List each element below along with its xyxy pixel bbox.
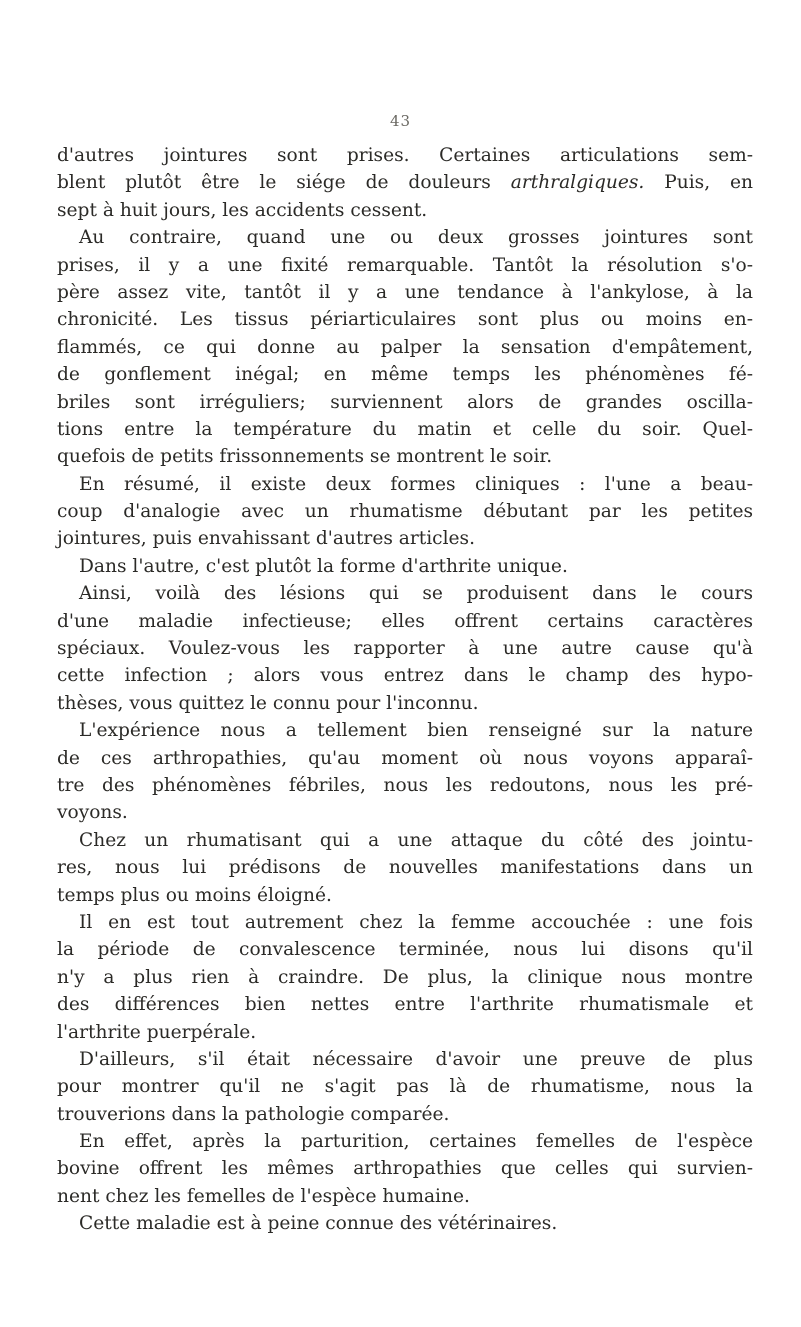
text-line: briles sont irréguliers; surviennent alors de grandes oscilla- <box>57 391 753 413</box>
text-line: Chez un rhumatisant qui a une attaque du côté des jointu- <box>79 829 753 851</box>
text-line: quefois de petits frissonnements se montrent le soir. <box>57 446 553 468</box>
text-line <box>57 169 753 196</box>
text-line: père assez vite, tantôt il y a une tendance à l'ankylose, à la <box>57 281 753 303</box>
text-segment: blent plutôt être le siége de douleurs <box>57 172 511 194</box>
text-segment: Puis, en <box>644 172 754 194</box>
text-line: prises, il y a une fixité remarquable. Tantôt la résolution s'o- <box>57 254 753 276</box>
text-line: de gonflement inégal; en même temps les phénomènes fé- <box>57 364 753 386</box>
italic-term: arthralgiques. <box>510 172 645 194</box>
text-line: des différences bien nettes entre l'arthrite rhumatismale et <box>57 994 753 1016</box>
text-line: l'arthrite puerpérale. <box>57 1021 257 1043</box>
text-line: d'une maladie infectieuse; elles offrent certains caractères <box>57 610 753 632</box>
text-line: tre des phénomènes fébriles, nous les redoutons, nous les pré- <box>57 774 753 796</box>
text-line: sept à huit jours, les accidents cessent. <box>57 199 428 221</box>
text-line: Au contraire, quand une ou deux grosses jointures sont <box>79 227 753 249</box>
text-line: L'expérience nous a tellement bien renseigné sur la nature <box>79 720 753 742</box>
body-text <box>57 142 753 1238</box>
text-line: nent chez les femelles de l'espèce humaine. <box>57 1185 470 1207</box>
text-line: la période de convalescence terminée, nous lui disons qu'il <box>57 939 753 961</box>
text-line: thèses, vous quittez le connu pour l'inconnu. <box>57 692 479 714</box>
text-line: trouverions dans la pathologie comparée. <box>57 1103 450 1125</box>
text-line: jointures, puis envahissant d'autres articles. <box>57 528 475 550</box>
text-line: Il en est tout autrement chez la femme accouchée : une fois <box>79 911 753 933</box>
text-line: temps plus ou moins éloigné. <box>57 884 332 906</box>
text-line: chronicité. Les tissus périarticulaires sont plus ou moins en- <box>57 309 753 331</box>
text-line: pour montrer qu'il ne s'agit pas là de rhumatisme, nous la <box>57 1076 753 1098</box>
text-line: Cette maladie est à peine connue des vétérinaires. <box>79 1213 558 1235</box>
text-line: flammés, ce qui donne au palper la sensation d'empâtement, <box>57 336 753 358</box>
text-line: En effet, après la parturition, certaines femelles de l'espèce <box>79 1131 753 1153</box>
page-number: 43 <box>389 112 412 130</box>
text-line: res, nous lui prédisons de nouvelles manifestations dans un <box>57 857 753 879</box>
text-line: cette infection ; alors vous entrez dans le champ des hypo- <box>57 665 753 687</box>
text-line: coup d'analogie avec un rhumatisme débutant par les petites <box>57 501 753 523</box>
text-line: tions entre la température du matin et celle du soir. Quel- <box>57 418 753 440</box>
text-line: D'ailleurs, s'il était nécessaire d'avoir une preuve de plus <box>79 1048 753 1070</box>
text-line: n'y a plus rien à craindre. De plus, la clinique nous montre <box>57 966 753 988</box>
text-line: En résumé, il existe deux formes cliniques : l'une a beau- <box>79 473 753 495</box>
text-line: Dans l'autre, c'est plutôt la forme d'arthrite unique. <box>79 555 568 577</box>
text-line: de ces arthropathies, qu'au moment où nous voyons apparaî- <box>57 747 753 769</box>
text-line: d'autres jointures sont prises. Certaines articulations sem- <box>57 145 753 166</box>
text-line: bovine offrent les mêmes arthropathies que celles qui survien- <box>57 1158 753 1180</box>
text-line: voyons. <box>57 802 128 824</box>
text-line: spéciaux. Voulez-vous les rapporter à une autre cause qu'à <box>57 638 753 660</box>
text-line: Ainsi, voilà des lésions qui se produisent dans le cours <box>79 583 753 605</box>
